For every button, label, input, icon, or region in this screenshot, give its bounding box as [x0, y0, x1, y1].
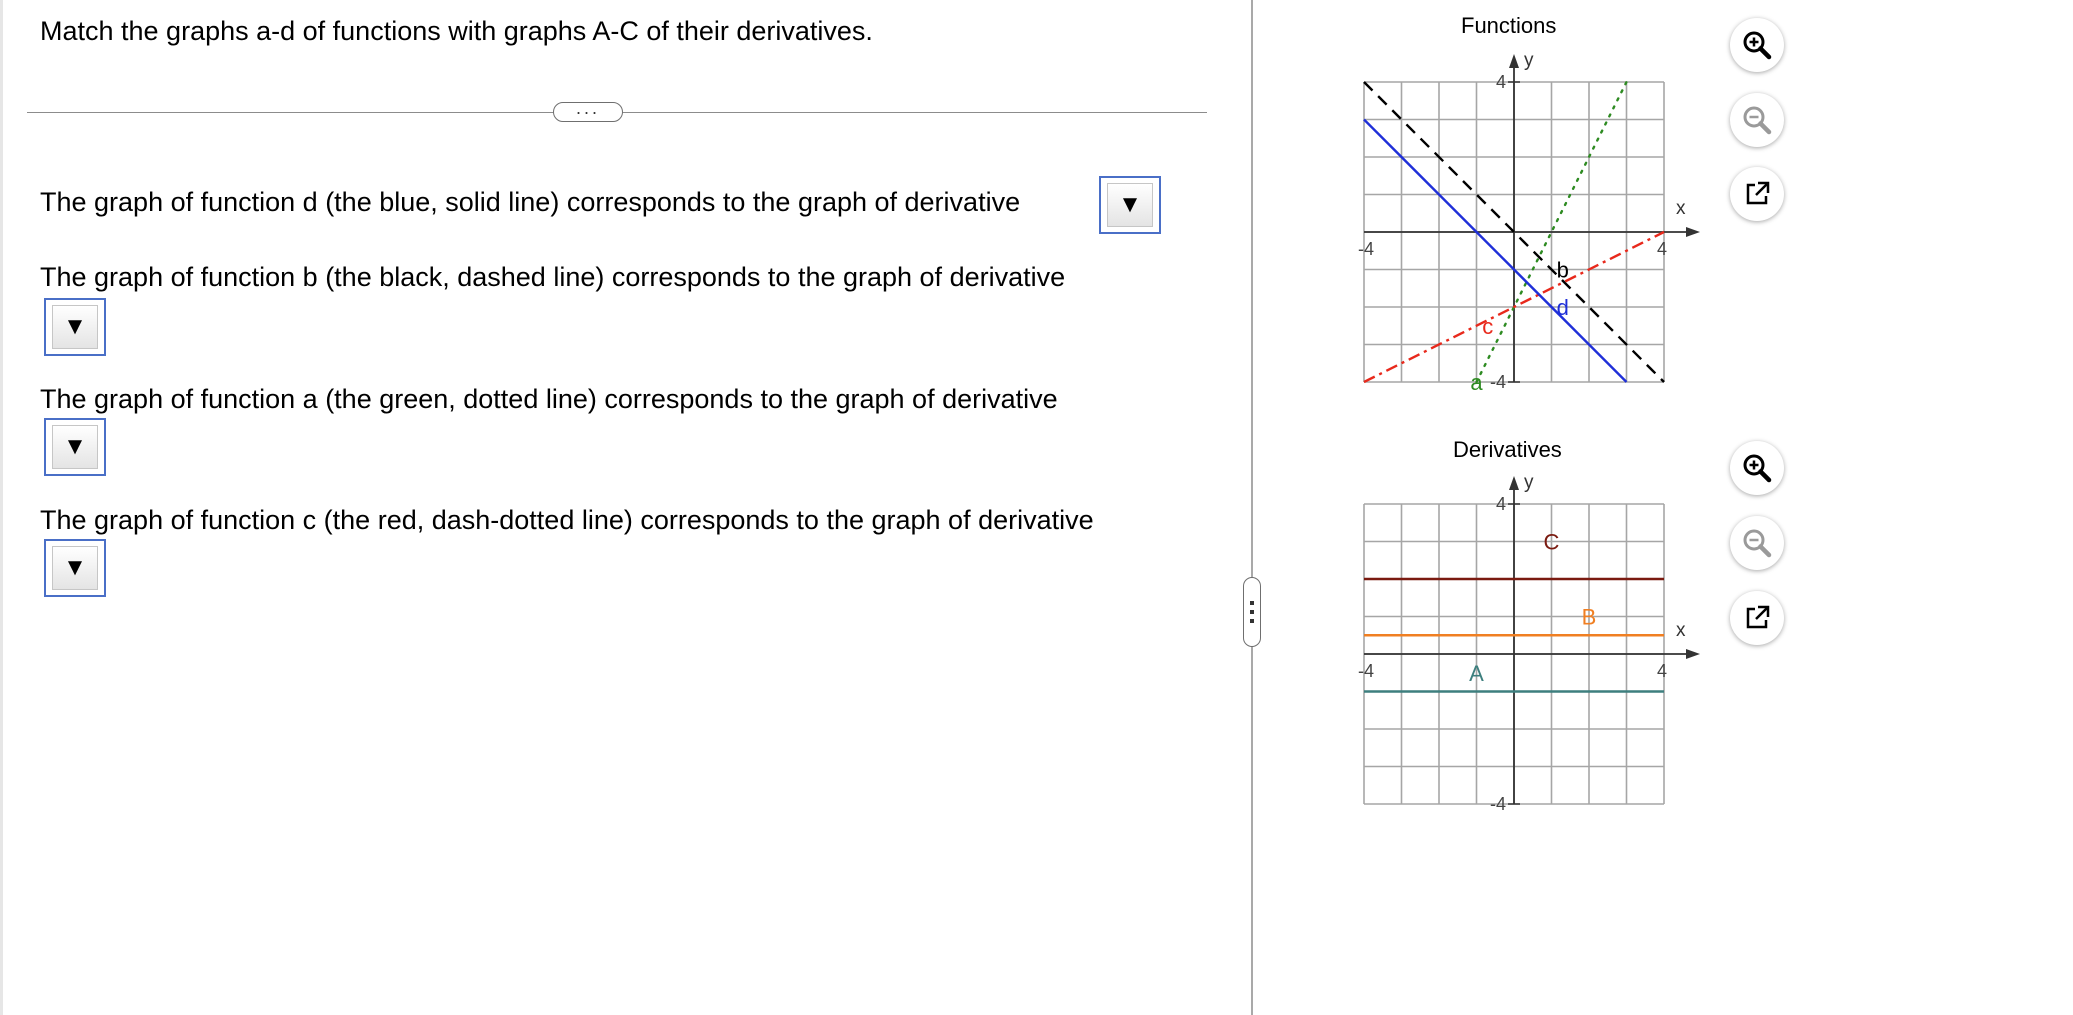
derivatives-tick-label: -4 — [1489, 794, 1506, 814]
zoom-in-button[interactable] — [1730, 18, 1784, 72]
functions-tick-label: 4 — [1495, 72, 1506, 92]
derivatives-graph — [1330, 470, 1730, 850]
derivatives-x-axis-label: x — [1676, 620, 1686, 641]
functions-y-axis-label: y — [1524, 50, 1534, 71]
derivatives-y-arrow-icon — [1509, 476, 1519, 490]
functions-graph-title: Functions — [1461, 13, 1557, 38]
zoom-in-icon — [1740, 28, 1774, 62]
functions-tick-label: -4 — [1489, 372, 1506, 392]
answer-dropdown-c[interactable] — [44, 539, 106, 597]
popout-button-2[interactable] — [1730, 591, 1784, 645]
derivatives-label-C: C — [1543, 529, 1560, 555]
derivatives-tick-label: -4 — [1357, 661, 1375, 681]
zoom-in-icon — [1740, 451, 1774, 485]
dropdown-arrow-icon[interactable]: ▼ — [52, 305, 98, 349]
derivatives-graph-title: Derivatives — [1453, 437, 1562, 462]
functions-graph — [1330, 46, 1730, 426]
question-c-text: The graph of function c (the red, dash-dotted line) corresponds to the graph of derivative — [40, 505, 1094, 535]
answer-dropdown-b[interactable] — [44, 298, 106, 356]
zoom-out-icon — [1740, 103, 1774, 137]
functions-x-axis-label: x — [1676, 198, 1686, 219]
zoom-out-button-2[interactable] — [1730, 516, 1784, 570]
functions-label-d: d — [1556, 295, 1569, 320]
functions-tick-label: -4 — [1357, 239, 1375, 259]
question-pane — [3, 0, 1251, 1015]
answer-dropdown-d[interactable] — [1099, 176, 1161, 234]
more-button[interactable]: ... — [553, 102, 623, 122]
functions-y-arrow-icon — [1509, 54, 1519, 68]
dropdown-arrow-icon[interactable]: ▼ — [52, 546, 98, 590]
dropdown-arrow-icon[interactable]: ▼ — [52, 425, 98, 469]
question-b-text: The graph of function b (the black, dashed line) corresponds to the graph of derivative — [40, 262, 1066, 292]
functions-series-d — [1364, 120, 1627, 383]
pane-resize-handle[interactable] — [1243, 577, 1261, 647]
functions-tick-label: 4 — [1656, 239, 1668, 259]
external-link-icon — [1742, 179, 1772, 209]
question-d-text: The graph of function d (the blue, solid line) corresponds to the graph of derivative — [40, 187, 1021, 217]
question-prompt: Match the graphs a-d of functions with graphs A-C of their derivatives. — [40, 16, 873, 46]
question-a-text: The graph of function a (the green, dotted line) corresponds to the graph of derivative — [40, 384, 1058, 414]
derivatives-label-B: B — [1581, 604, 1597, 630]
zoom-out-icon — [1740, 526, 1774, 560]
zoom-out-button[interactable] — [1730, 93, 1784, 147]
pane-divider — [1251, 0, 1253, 1015]
functions-label-b: b — [1556, 257, 1569, 283]
answer-dropdown-a[interactable] — [44, 418, 106, 476]
derivatives-label-A: A — [1469, 660, 1484, 686]
external-link-icon — [1742, 603, 1772, 633]
functions-x-arrow-icon — [1686, 227, 1700, 237]
derivatives-tick-label: 4 — [1495, 494, 1506, 514]
derivatives-tick-label: 4 — [1656, 661, 1668, 681]
functions-label-a: a — [1470, 370, 1483, 395]
derivatives-x-arrow-icon — [1686, 649, 1700, 659]
zoom-in-button-2[interactable] — [1730, 441, 1784, 495]
derivatives-y-axis-label: y — [1524, 472, 1534, 493]
popout-button[interactable] — [1730, 167, 1784, 221]
dropdown-arrow-icon[interactable]: ▼ — [1107, 183, 1153, 227]
functions-label-c: c — [1482, 313, 1494, 339]
